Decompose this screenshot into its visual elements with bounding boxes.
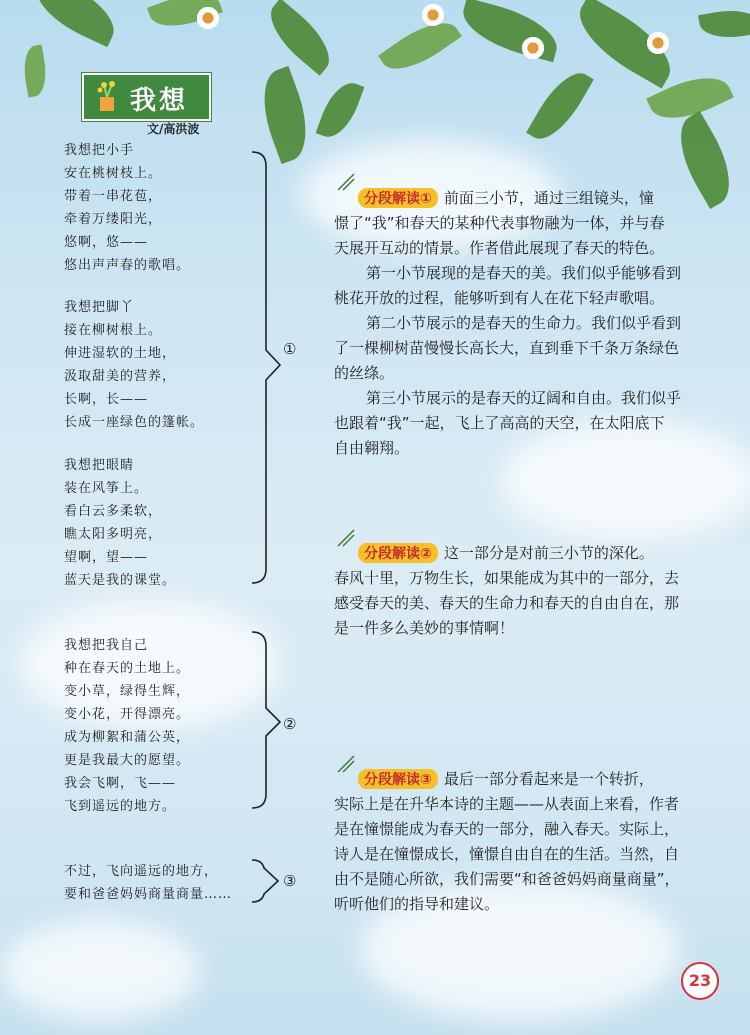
note-text: 桃花开放的过程，能够听到有人在花下轻声歌唱。	[334, 289, 665, 307]
poem-line: 蓝天是我的课堂。	[64, 573, 177, 588]
poem-line: 我想把小手	[64, 143, 135, 158]
note-text: 也跟着“我”一起，飞上了高高的天空，在太阳底下	[334, 414, 665, 432]
poem-line: 成为柳絮和蒲公英，	[64, 730, 191, 745]
note-2-first-line	[358, 542, 654, 563]
poem-line: 种在春天的土地上。	[64, 661, 191, 676]
poem-line: 长啊，长——	[64, 392, 149, 407]
poem-line: 带着一串花苞，	[64, 189, 163, 204]
note-text: 自由翱翔。	[334, 439, 410, 457]
note-text: 第三小节展示的是春天的辽阔和自由。我们似乎	[366, 389, 682, 407]
poem-line: 牵着万缕阳光，	[64, 212, 163, 227]
note-text: 由不是随心所欲，我们需要“和爸爸妈妈商量商量”，	[334, 870, 680, 888]
note-text: 前面三小节，通过三组镜头，憧	[443, 189, 654, 207]
poem-line: 望啊，望——	[64, 550, 149, 565]
poem-line: 装在风筝上。	[64, 481, 149, 496]
note-text: 第一小节展现的是春天的美。我们似乎能够看到	[366, 264, 682, 282]
note-text: 天展开互动的情景。作者借此展现了春天的特色。	[334, 239, 665, 257]
poem-line: 要和爸爸妈妈商量商量……	[64, 887, 233, 902]
section-mark-1: ①	[283, 340, 297, 358]
note-text: 了一棵柳树苗慢慢长高长大，直到垂下千条万条绿色	[334, 339, 680, 357]
poem-title-box	[82, 73, 211, 121]
note-text: 憬了“我”和春天的某种代表事物融为一体，并与春	[334, 214, 665, 232]
poem-line: 悠出声声春的歌唱。	[64, 258, 191, 273]
section-mark-2: ②	[283, 715, 297, 733]
note-3-first-line	[358, 768, 654, 789]
flower-pot-icon	[92, 81, 122, 113]
poem-line: 变小草，绿得生辉，	[64, 684, 191, 699]
poem-line: 我想把我自己	[64, 638, 149, 653]
note-text: 第二小节展示的是春天的生命力。我们似乎看到	[366, 314, 682, 332]
poem-line: 我想把眼睛	[64, 458, 135, 473]
poem-line: 瞧太阳多明亮，	[64, 527, 163, 542]
note-badge-2: 分段解读②	[358, 543, 438, 563]
poem-line: 飞到遥远的地方。	[64, 799, 177, 814]
poem-line: 更是我最大的愿望。	[64, 753, 191, 768]
poem-line: 悠啊，悠——	[64, 235, 149, 250]
poem-line: 伸进湿软的土地，	[64, 346, 177, 361]
slash-icon	[336, 528, 356, 548]
poem-line: 我会飞啊，飞——	[64, 776, 177, 791]
poem-author: 文/高洪波	[147, 122, 200, 136]
note-text: 的丝绦。	[334, 364, 395, 382]
poem-line: 我想把脚丫	[64, 300, 135, 315]
brace-2	[248, 630, 288, 810]
note-text: 这一部分是对前三小节的深化。	[443, 544, 654, 562]
note-text: 感受春天的美、春天的生命力和春天的自由自在，那	[334, 594, 680, 612]
poem-line: 不过，飞向遥远的地方，	[64, 864, 219, 879]
note-badge-3: 分段解读③	[358, 769, 438, 789]
note-text: 听听他们的指导和建议。	[334, 895, 500, 913]
note-text: 实际上是在升华本诗的主题——从表面上来看，作者	[334, 795, 680, 813]
slash-icon	[336, 754, 356, 774]
poem-line: 接在柳树根上。	[64, 323, 163, 338]
poem-title: 我想	[130, 86, 189, 116]
poem-line: 看白云多柔软，	[64, 504, 163, 519]
section-mark-3: ③	[283, 872, 297, 890]
note-text: 是一件多么美妙的事情啊！	[334, 619, 515, 637]
brace-3	[248, 858, 288, 904]
poem-line: 汲取甜美的营养，	[64, 369, 177, 384]
note-text: 是在憧憬能成为春天的一部分，融入春天。实际上，	[334, 820, 680, 838]
note-text: 春风十里，万物生长，如果能成为其中的一部分，去	[334, 569, 680, 587]
note-text: 最后一部分看起来是一个转折，	[443, 770, 654, 788]
poem-line: 安在桃树枝上。	[64, 166, 163, 181]
poem-line: 长成一座绿色的篷帐。	[64, 415, 205, 430]
page-number: 23	[681, 962, 719, 1000]
note-text: 诗人是在憧憬成长，憧憬自由自在的生活。当然，自	[334, 845, 680, 863]
slash-icon	[336, 172, 356, 192]
brace-1	[248, 150, 288, 585]
note-badge-1: 分段解读①	[358, 188, 438, 208]
note-1-first-line	[358, 187, 654, 208]
poem-line: 变小花，开得漂亮。	[64, 707, 191, 722]
